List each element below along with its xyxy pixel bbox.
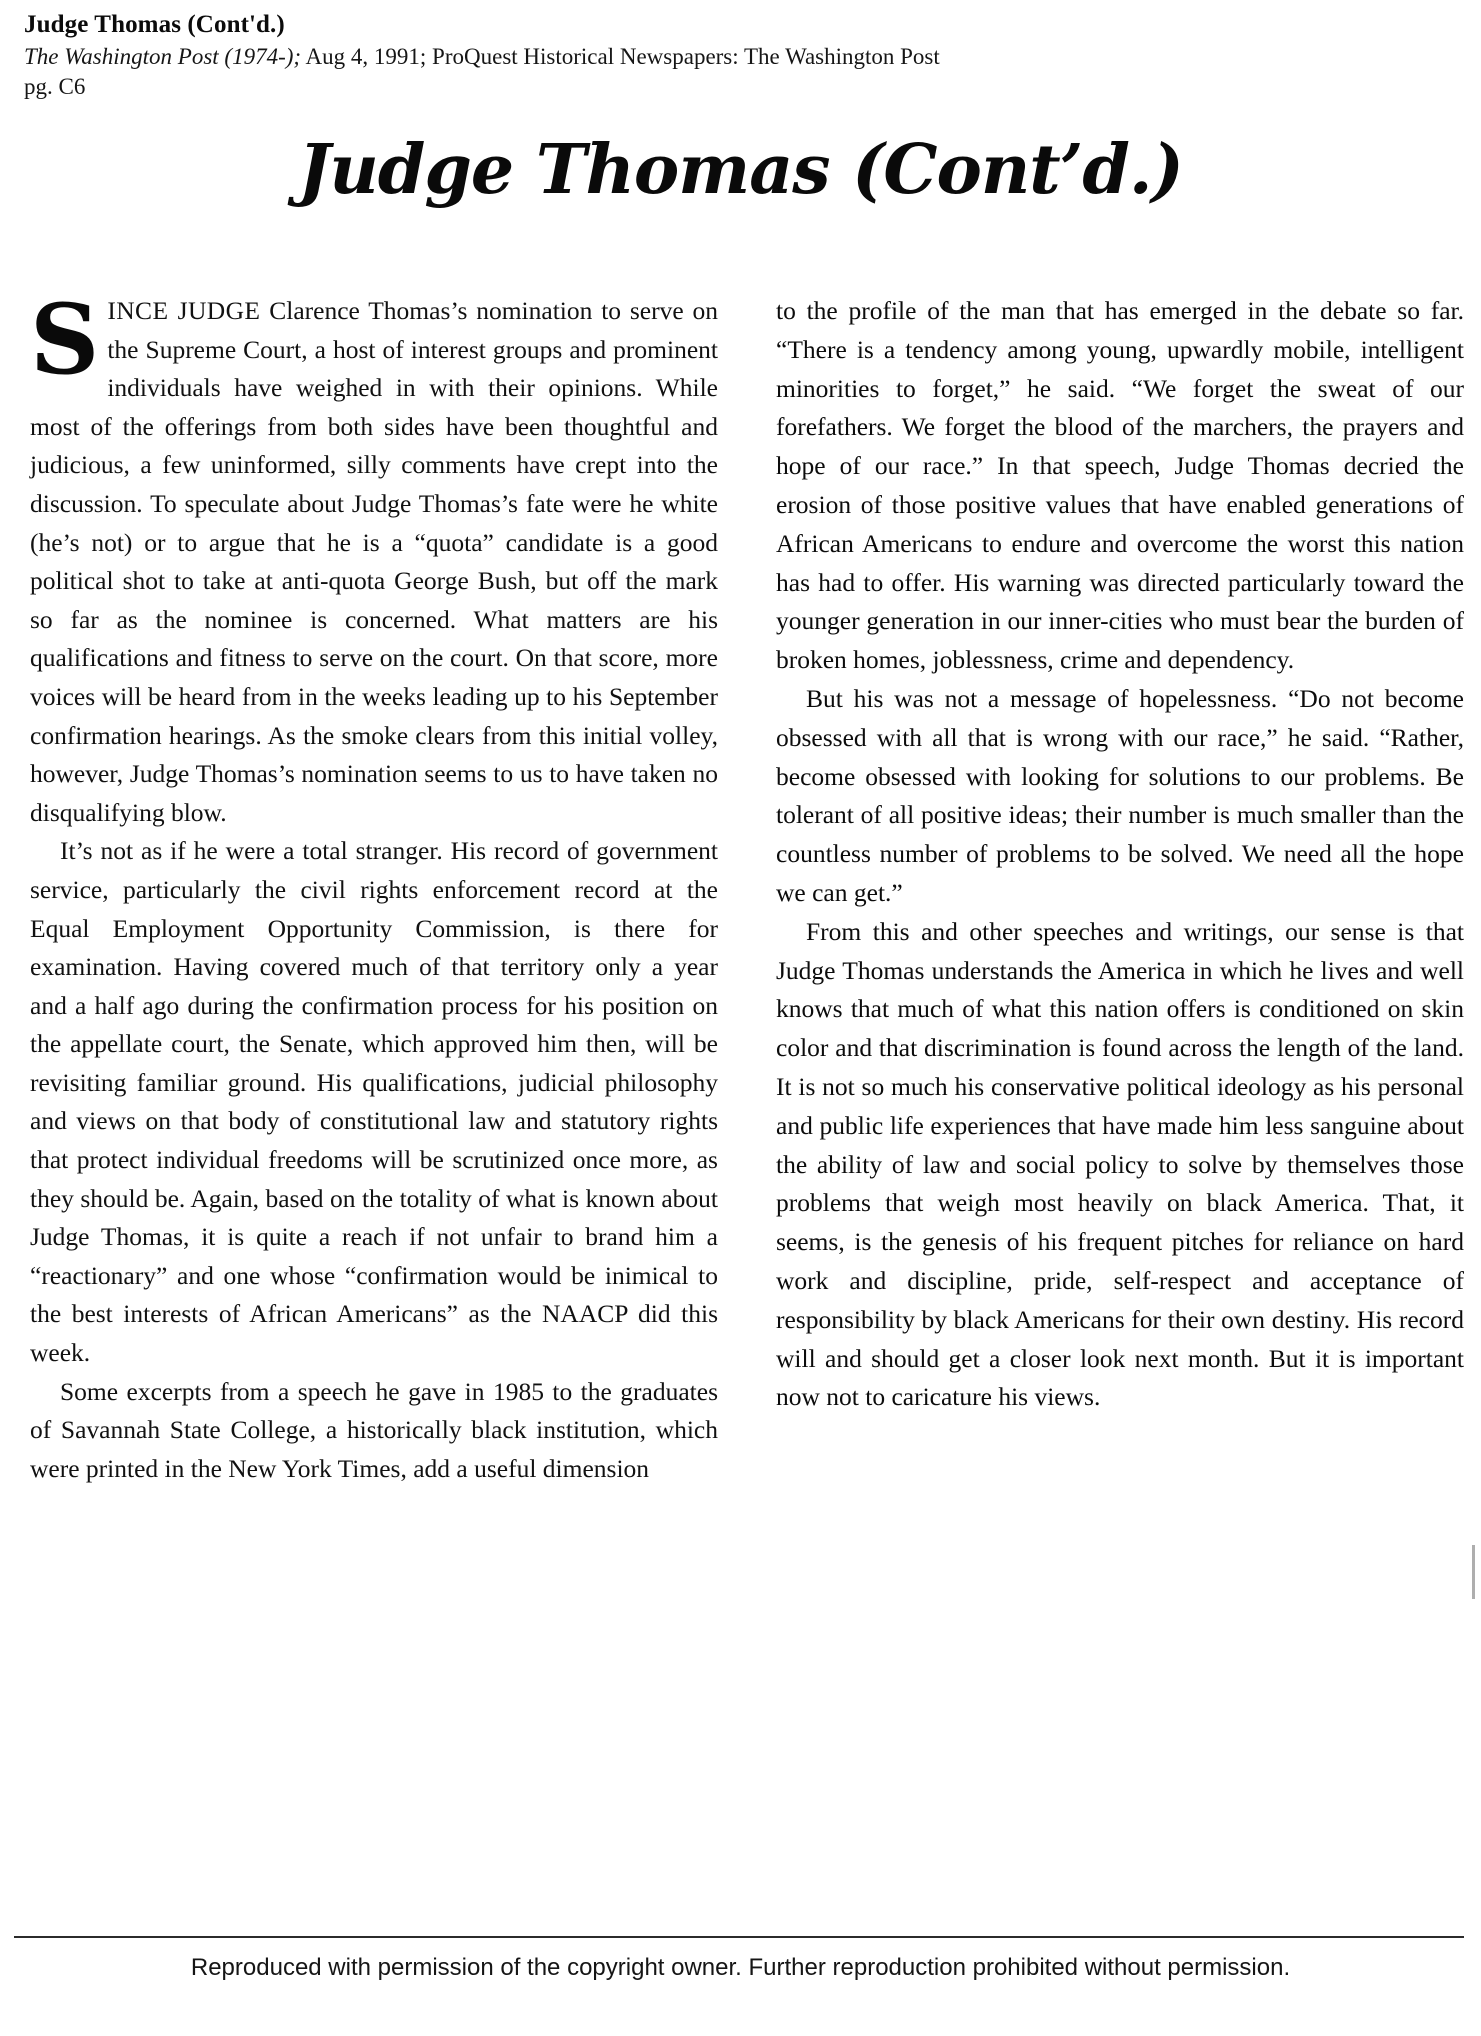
paragraph: Some excerpts from a speech he gave in 1985 to the graduates of Savannah State College, a historically black institution, which were printed in the New York Times, add a useful dimension bbox=[30, 1376, 718, 1483]
paragraph: From this and other speeches and writings, our sense is that Judge Thomas understands the America in which he lives and well knows that much of what this nation offers is conditioned on skin color and that discrimination is found across the length of the land. It is not so much his conservative political ideology as his personal and public life experiences that have made him less sanguine about the ability of law and social policy to solve by themselves those problems that weigh most heavily on black America. That, it seems, is the genesis of his frequent pitches for reliance on hard work and discipline, pride, self-respect and acceptance of responsibility by black Americans for their own destiny. His record will and should get a closer look next month. But it is important now not to caricature his views. bbox=[776, 916, 1464, 1412]
proquest-citation-line bbox=[24, 42, 1324, 72]
proquest-page-number: pg. C6 bbox=[24, 74, 86, 99]
scan-artifact bbox=[1472, 1545, 1475, 1599]
proquest-header bbox=[24, 10, 1324, 101]
article-headline: Judge Thomas (Cont’d.) bbox=[298, 130, 1183, 210]
article-column-left bbox=[30, 283, 718, 1892]
paragraph: It’s not as if he were a total stranger. His record of government service, particularly the civil rights enforcement record at the Equal Employment Opportunity Commission, is there for examination. Having covered much of that territory only a year and a half ago during the confirmation process for his position on the appellate court, the Senate, which approved him then, will be revisiting familiar ground. His qualifications, judicial philosophy and views on that body of constitutional law and statutory rights that protect individual freedoms will be scrutinized once more, as they should be. Again, based on the totality of what is known about Judge Thomas, it is quite a reach if not unfair to brand him a “reactionary” and one whose “confirmation would be inimical to the best interests of African Americans” as the NAACP did this week. bbox=[30, 836, 718, 1368]
proquest-publication: The Washington Post (1974-); bbox=[24, 44, 302, 69]
lead-smallcaps: INCE JUDGE bbox=[107, 296, 261, 325]
article-column-right bbox=[776, 292, 1464, 1892]
footer-divider bbox=[14, 1936, 1464, 1938]
paragraph: But his was not a message of hopelessness. “Do not become obsessed with all that is wrong with our race,” he said. “Rather, become obsessed with looking for solutions to our problems. Be tolerant of all positive ideas; their number is much smaller than the countless number of problems to be solved. We need all the hope we can get.” bbox=[776, 683, 1464, 907]
paragraph: to the profile of the man that has emerged in the debate so far. “There is a tendency among young, upwardly mobile, intelligent minorities to forget,” he said. “We forget the sweat of our forefathers. We forget the blood of the marchers, the prayers and hope of our race.” In that speech, Judge Thomas decried the erosion of those positive values that have enabled generations of African Americans to endure and overcome the worst this nation has had to offer. His warning was directed particularly toward the younger generation in our inner-cities who must bear the burden of broken homes, joblessness, crime and dependency. bbox=[776, 296, 1464, 675]
proquest-citation-detail: Aug 4, 1991; ProQuest Historical Newspapers: The Washington Post bbox=[305, 44, 940, 69]
paragraph-text: Clarence Thomas’s nomination to serve on the Supreme Court, a host of interest groups and prominent individuals have weighed in with their opinions. While most of the offerings from both sides have been thoughtful and judicious, a few uninformed, silly comments have crept into the discussion. To speculate about Judge Thomas’s fate were he white (he’s not) or to argue that he is a “quota” candidate is a good political shot to take at anti-quota George Bush, but off the mark so far as the nominee is concerned. What matters are his qualifications and fitness to serve on the court. On that score, more voices will be heard from in the weeks leading up to his September confirmation hearings. As the smoke clears from this initial volley, however, Judge Thomas’s nomination seems to us to have taken no disqualifying blow. bbox=[30, 296, 718, 827]
drop-cap: S bbox=[30, 283, 100, 396]
article-body bbox=[24, 283, 1464, 1892]
paragraph bbox=[30, 283, 718, 832]
proquest-article-title: Judge Thomas (Cont'd.) bbox=[24, 11, 285, 38]
copyright-footer: Reproduced with permission of the copyright owner. Further reproduction prohibited without permission. bbox=[190, 1954, 1291, 1981]
